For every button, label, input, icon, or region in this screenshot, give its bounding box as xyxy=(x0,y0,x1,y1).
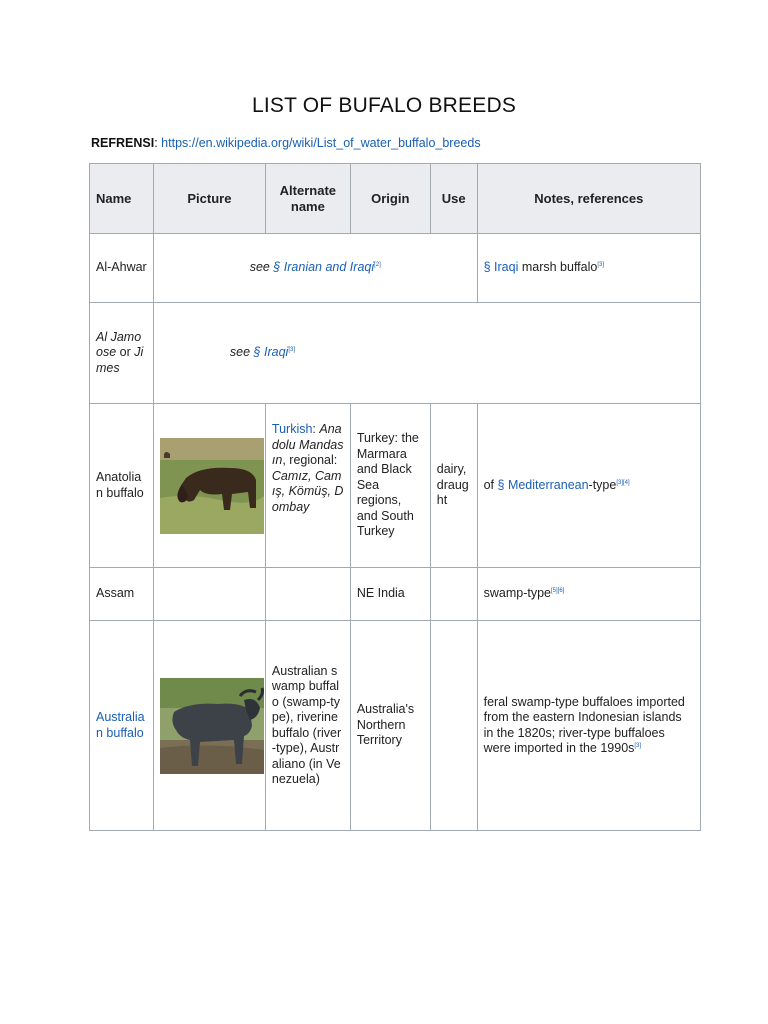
breed-name: Anatolian buffalo xyxy=(90,404,154,568)
see-cell xyxy=(153,303,700,404)
breed-name: Assam xyxy=(90,568,154,621)
see-link[interactable]: § Iraqi xyxy=(253,345,289,360)
notes-cell: of § Mediterranean-type[3][4] xyxy=(477,404,700,568)
use-cell xyxy=(430,621,477,831)
alternate-name-cell: Australian swamp buffalo (swamp-type), riverine buffalo (river-type), Australiano (in Venezuela) xyxy=(265,621,350,831)
picture-cell xyxy=(153,404,265,568)
table-header-row xyxy=(90,164,701,234)
alternate-name-cell xyxy=(265,568,350,621)
citation[interactable]: [2] xyxy=(374,262,381,269)
notes-cell: swamp-type[5][6] xyxy=(477,568,700,621)
alternate-lang-link[interactable]: Turkish xyxy=(271,422,313,436)
notes-text: marsh buffalo xyxy=(518,260,598,275)
reference-label: REFRENSI xyxy=(91,136,155,150)
header-alternate-name[interactable]: Alternate name xyxy=(265,164,350,234)
table-row xyxy=(90,303,701,404)
table-row xyxy=(90,568,701,621)
picture-cell xyxy=(153,568,265,621)
see-prefix: see xyxy=(229,345,254,360)
origin-cell: NE India xyxy=(350,568,430,621)
notes-cell: feral swamp-type buffaloes imported from the eastern Indonesian islands in the 1820s; river-type buffaloes were imported in the 1990s[3] xyxy=(477,621,700,831)
breed-name: Al Jamoose or Jimes xyxy=(90,303,154,404)
table-row xyxy=(90,234,701,303)
header-name[interactable]: Name xyxy=(90,164,154,234)
reference-link[interactable]: https://en.wikipedia.org/wiki/List_of_water_buffalo_breeds xyxy=(161,136,481,150)
citation[interactable]: [5][6] xyxy=(551,588,565,595)
breed-name-link[interactable]: Australian buffalo xyxy=(96,710,145,740)
use-cell xyxy=(430,568,477,621)
page-title: LIST OF BUFALO BREEDS xyxy=(251,94,517,117)
origin-cell: Turkey: the Marmara and Black Sea regions, and South Turkey xyxy=(350,404,430,568)
table-row xyxy=(90,404,701,568)
origin-cell: Australia's Northern Territory xyxy=(350,621,430,831)
notes-cell xyxy=(477,234,700,303)
citation[interactable]: [3] xyxy=(597,262,605,269)
citation[interactable]: [3][4] xyxy=(616,479,630,486)
citation[interactable]: [3] xyxy=(288,347,295,354)
alternate-name-cell: Turkish: Anadolu Mandasın, regional: Camız, Camış, Kömüş, Dombay xyxy=(265,404,350,568)
header-use[interactable]: Use xyxy=(430,164,477,234)
citation[interactable]: [3] xyxy=(634,742,642,749)
header-notes[interactable]: Notes, references xyxy=(477,164,700,234)
breed-name: Al-Ahwar xyxy=(90,234,154,303)
australian-buffalo-photo xyxy=(160,678,264,774)
notes-link[interactable]: § Iraqi xyxy=(483,260,519,275)
notes-link[interactable]: § Mediterranean xyxy=(497,477,589,492)
anatolian-buffalo-photo xyxy=(160,438,264,534)
breeds-table xyxy=(89,163,701,831)
use-cell: dairy, draught xyxy=(430,404,477,568)
reference-line xyxy=(91,136,481,150)
see-cell xyxy=(153,234,477,303)
header-picture[interactable]: Picture xyxy=(153,164,265,234)
see-prefix: see xyxy=(249,260,274,275)
table-row xyxy=(90,621,701,831)
breed-name[interactable] xyxy=(90,621,154,831)
header-origin[interactable]: Origin xyxy=(350,164,430,234)
picture-cell xyxy=(153,621,265,831)
see-link[interactable]: § Iranian and Iraqi xyxy=(273,260,375,275)
reference-separator: : xyxy=(154,136,158,150)
